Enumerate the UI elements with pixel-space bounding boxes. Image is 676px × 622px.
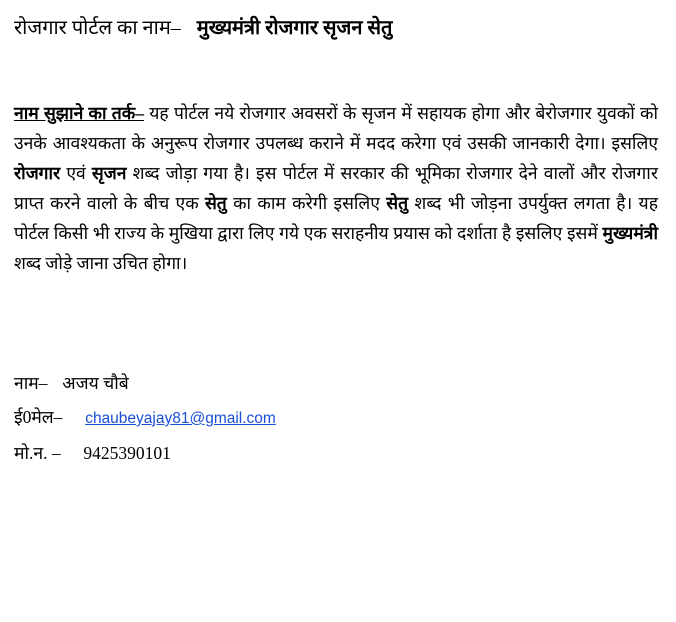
spacer-before-signature bbox=[14, 278, 656, 366]
keyword-rozgar: रोजगार bbox=[14, 163, 61, 183]
keyword-setu-first: सेतु bbox=[204, 193, 227, 213]
rationale-text-7: का काम करेगी इसलिए bbox=[226, 193, 387, 213]
rationale-text-3: उसकी जानकारी देगा। इसलिए bbox=[467, 133, 658, 153]
keyword-setu-second: सेतु bbox=[386, 193, 409, 213]
name-value: अजय चौबे bbox=[62, 373, 129, 393]
rationale-text-2: आवश्यकता के अनुरूप रोजगार उपलब्ध कराने में मदद करेगा एवं bbox=[52, 133, 468, 153]
spacer-after-title bbox=[14, 42, 656, 98]
rationale-text-5: शब्द जोड़ा गया है। bbox=[126, 163, 257, 183]
rationale-text-6: इस पोर्टल में सरकार की भूमिका रोजगार देने वालों और रोजगार प्राप्त करने वालो के बीच एक bbox=[14, 163, 658, 213]
signature-email-line bbox=[14, 400, 656, 436]
email-label: ई0मेल– bbox=[14, 407, 63, 427]
email-link[interactable]: chaubeyajay81@gmail.com bbox=[85, 410, 276, 427]
rationale-paragraph bbox=[14, 98, 658, 278]
rationale-heading: नाम सुझाने का तर्क– bbox=[14, 103, 144, 123]
rationale-text-1: यह पोर्टल नये रोजगार अवसरों के सृजन में सहायक होगा और बेरोजगार युवकों को उनके bbox=[14, 103, 659, 153]
keyword-srijan: सृजन bbox=[91, 163, 127, 183]
document-title bbox=[14, 14, 656, 42]
rationale-text-9: शब्द जोड़े जाना उचित होगा। bbox=[14, 253, 188, 273]
keyword-mukhyamantri: मुख्यमंत्री bbox=[602, 223, 658, 243]
signature-phone-line bbox=[14, 436, 656, 470]
name-label: नाम– bbox=[14, 373, 48, 393]
phone-value: 9425390101 bbox=[83, 443, 171, 463]
title-prefix: रोजगार पोर्टल का नाम– bbox=[14, 17, 181, 39]
rationale-text-4: एवं bbox=[60, 163, 92, 183]
rationale-text-8: शब्द भी जोड़ना उपर्युक्त लगता है। यह पोर्टल किसी भी राज्य के मुखिया द्वारा लिए गये एक सराहनीय प्रयास को दर्शाता है इसलिए इसमें bbox=[14, 193, 658, 243]
signature-name-line bbox=[14, 366, 656, 400]
portal-name: मुख्यमंत्री रोजगार सृजन सेतु bbox=[196, 17, 393, 39]
phone-label: मो.न. – bbox=[14, 443, 61, 463]
rationale-block bbox=[14, 98, 658, 278]
